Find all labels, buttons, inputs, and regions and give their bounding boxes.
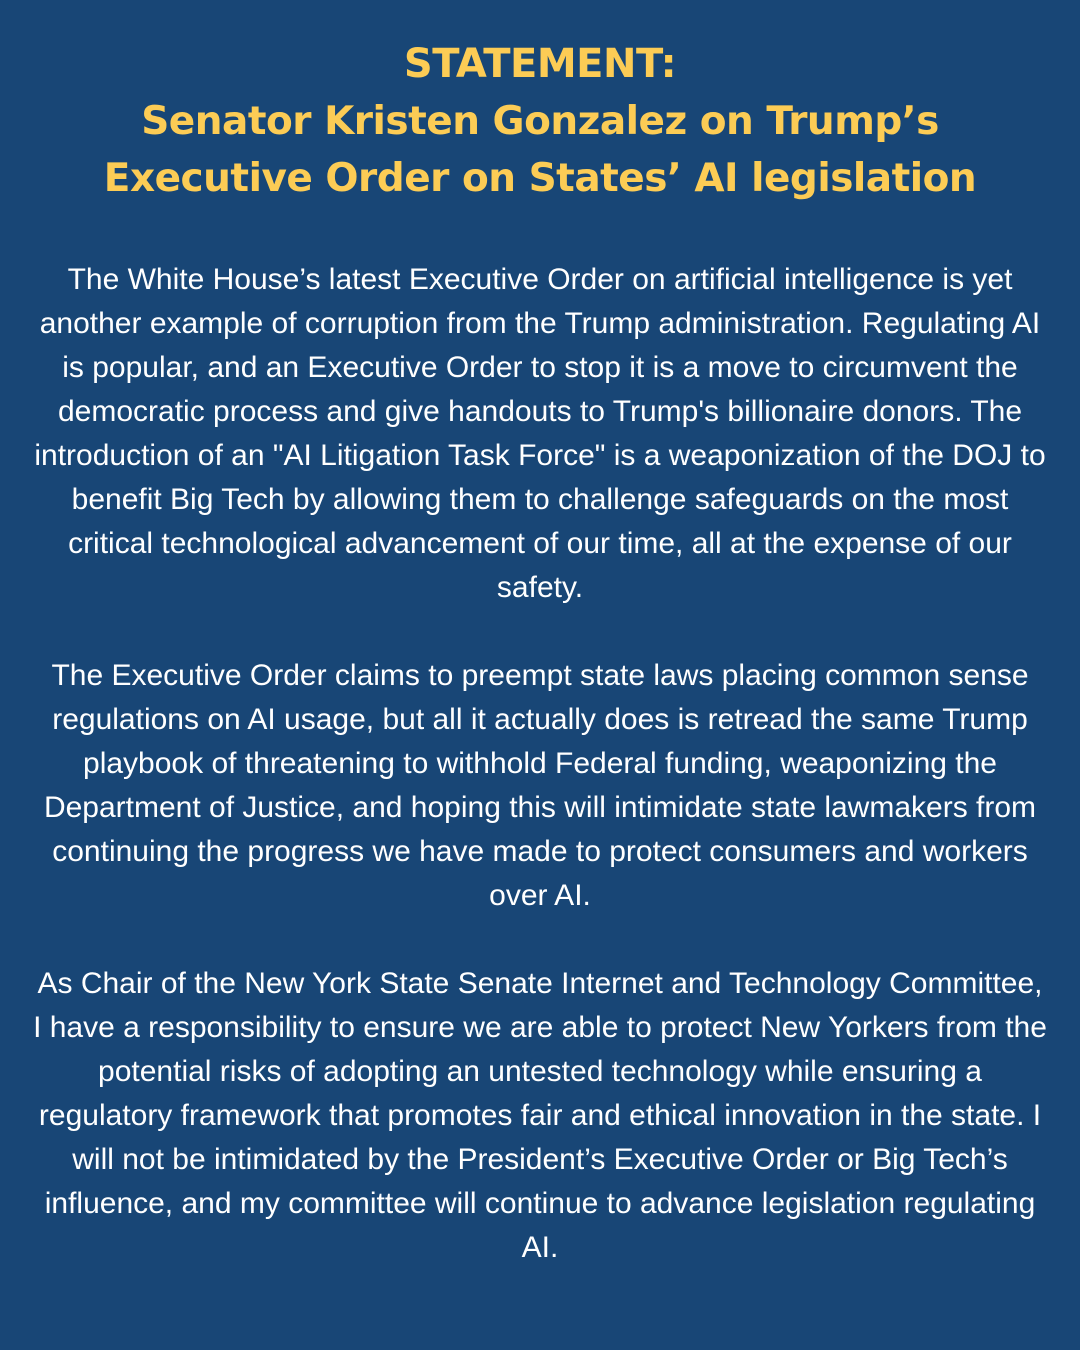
statement-body: [30, 258, 1050, 1270]
statement-paragraph-1: The White House’s latest Executive Order on artificial intelligence is yet another example of corruption from the Trump administration. Regulating AI is popular, and an Executive Order to stop it is a move to circumvent the democratic process and give handouts to Trump's billionaire donors. The introduction of an "AI Litigation Task Force" is a weaponization of the DOJ to benefit Big Tech by allowing them to challenge safeguards on the most critical technological advancement of our time, all at the expense of our safety.: [34, 263, 1046, 604]
title-subject: Senator Kristen Gonzalez on Trump’s: [141, 99, 939, 144]
page-title: [20, 36, 1060, 207]
title-label: STATEMENT:: [403, 41, 677, 87]
title-topic: Executive Order on States’ AI legislation: [103, 156, 977, 201]
statement-paragraph-2: The Executive Order claims to preempt state laws placing common sense regulations on AI usage, but all it actually does is retread the same Trump playbook of threatening to withhold Federal funding, weaponizing the Department of Justice, and hoping this will intimidate state lawmakers from continuing the progress we have made to protect consumers and workers over AI.: [43, 659, 1037, 912]
statement-paragraph-3: As Chair of the New York State Senate Internet and Technology Committee, I have a responsibility to ensure we are able to protect New Yorkers from the potential risks of adopting an untested technology while ensuring a regulatory framework that promotes fair and ethical innovation in the state. I will not be intimidated by the President’s Executive Order or Big Tech’s influence, and my committee will continue to advance legislation regulating AI.: [33, 967, 1047, 1264]
